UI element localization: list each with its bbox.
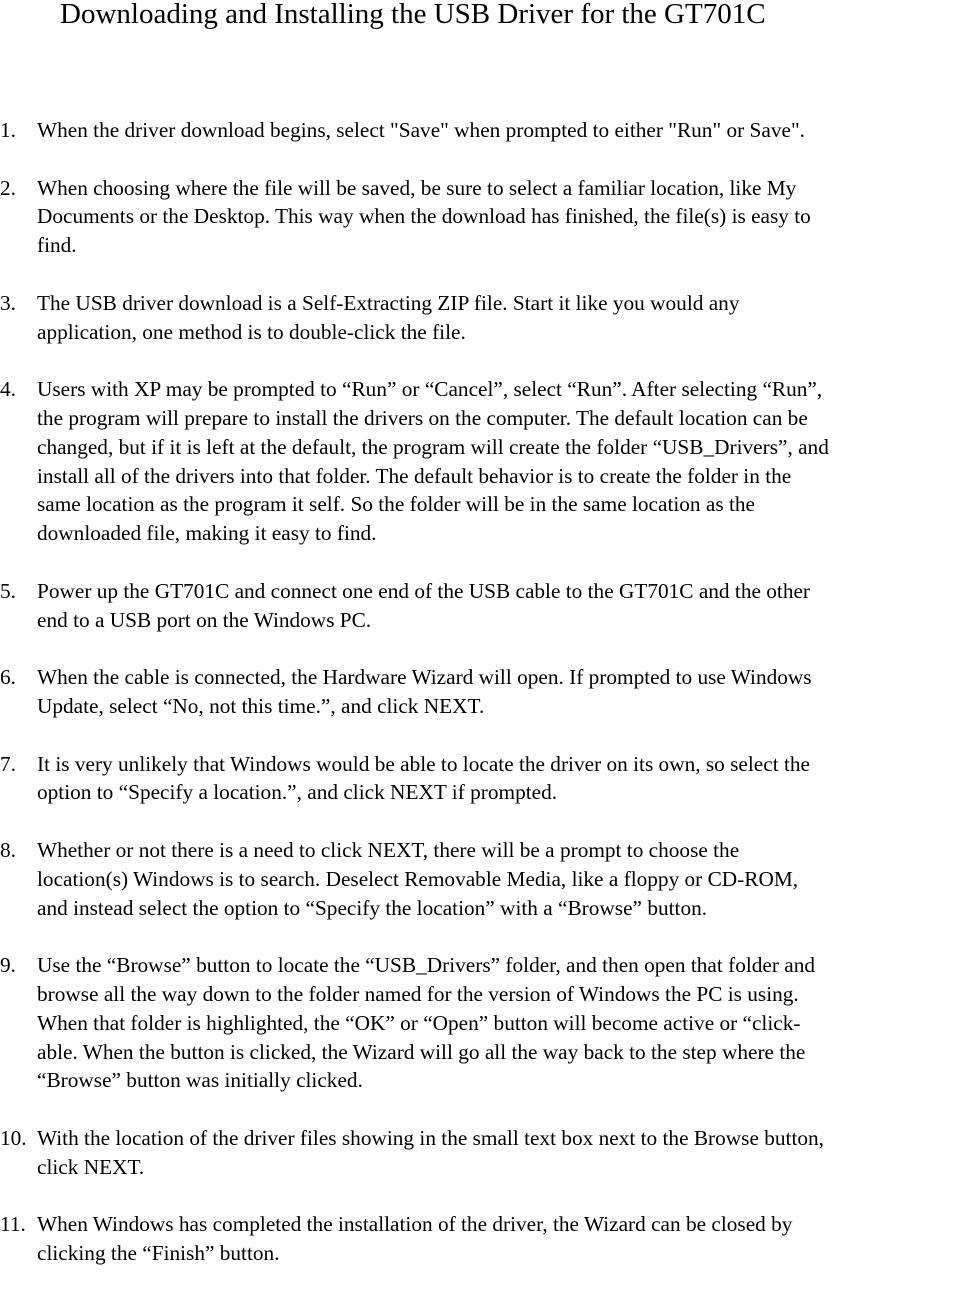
instruction-step [0,116,966,145]
instruction-step [0,836,966,922]
step-text-line: browse all the way down to the folder named for the version of Windows the PC is using. [37,981,799,1006]
step-text-line: Users with XP may be prompted to “Run” or “Cancel”, select “Run”. After selecting “Run”, [37,377,823,402]
step-text-line: When that folder is highlighted, the “OK” or “Open” button will become active or “click- [37,1010,801,1035]
step-text-line: install all of the drivers into that folder. The default behavior is to create the folder in the [37,463,792,488]
step-text-line: and instead select the option to “Specify the location” with a “Browse” button. [37,895,708,920]
step-text-line: able. When the button is clicked, the Wizard will go all the way back to the step where the [37,1039,806,1064]
step-text-line: find. [37,233,77,258]
step-text-line: When Windows has completed the installation of the driver, the Wizard can be closed by [37,1212,793,1237]
step-text-line: same location as the program it self. So the folder will be in the same location as the [37,492,755,517]
instruction-step [0,577,966,635]
step-number: 3. [0,290,16,315]
instruction-step [0,750,966,808]
instruction-step [0,951,966,1095]
step-number: 4. [0,377,16,402]
step-text-line: With the location of the driver files showing in the small text box next to the Browse button, [37,1125,824,1150]
step-text-line: option to “Specify a location.”, and click NEXT if prompted. [37,780,558,805]
instruction-step [0,1210,966,1268]
step-number: 6. [0,665,16,690]
step-number: 10. [0,1125,27,1150]
instruction-step [0,174,966,260]
step-text-line: end to a USB port on the Windows PC. [37,607,372,632]
step-number: 1. [0,118,16,142]
instruction-step [0,289,966,347]
step-number: 11. [0,1212,26,1237]
step-text-line: It is very unlikely that Windows would be able to locate the driver on its own, so select the [37,751,810,776]
step-text-line: clicking the “Finish” button. [37,1241,280,1266]
step-number: 8. [0,837,16,862]
document-title: Downloading and Installing the USB Driver for the GT701C [60,0,766,30]
instruction-step [0,663,966,721]
instruction-list [0,116,966,1297]
instruction-step [0,375,966,548]
step-text-line: application, one method is to double-click the file. [37,319,466,344]
step-text-line: Use the “Browse” button to locate the “USB_Drivers” folder, and then open that folder and [37,953,816,978]
step-text-line: “Browse” button was initially clicked. [37,1068,363,1093]
step-text-line: The USB driver download is a Self-Extracting ZIP file. Start it like you would any [37,290,740,315]
step-text-line: Documents or the Desktop. This way when the download has finished, the file(s) is easy to [37,204,811,229]
step-text-line: downloaded file, making it easy to find. [37,521,377,546]
step-text-line: the program will prepare to install the drivers on the computer. The default location can be [37,405,808,430]
step-text-line: When the cable is connected, the Hardware Wizard will open. If prompted to use Windows [37,665,812,690]
step-text-line: changed, but if it is left at the default, the program will create the folder “USB_Drivers”, and [37,434,829,459]
step-text-line: Whether or not there is a need to click NEXT, there will be a prompt to choose the [37,837,740,862]
step-text-line: When the driver download begins, select "Save" when prompted to either "Run" or Save". [37,118,805,142]
step-text-line: Update, select “No, not this time.”, and click NEXT. [37,693,485,718]
step-number: 2. [0,175,16,200]
step-text-line: When choosing where the file will be saved, be sure to select a familiar location, like My [37,175,797,200]
step-text-line: location(s) Windows is to search. Deselect Removable Media, like a floppy or CD-ROM, [37,866,799,891]
step-text-line: click NEXT. [37,1154,145,1179]
step-number: 7. [0,751,16,776]
instruction-step [0,1124,966,1182]
step-number: 9. [0,953,16,978]
step-text-line: Power up the GT701C and connect one end of the USB cable to the GT701C and the other [37,578,811,603]
step-number: 5. [0,578,16,603]
